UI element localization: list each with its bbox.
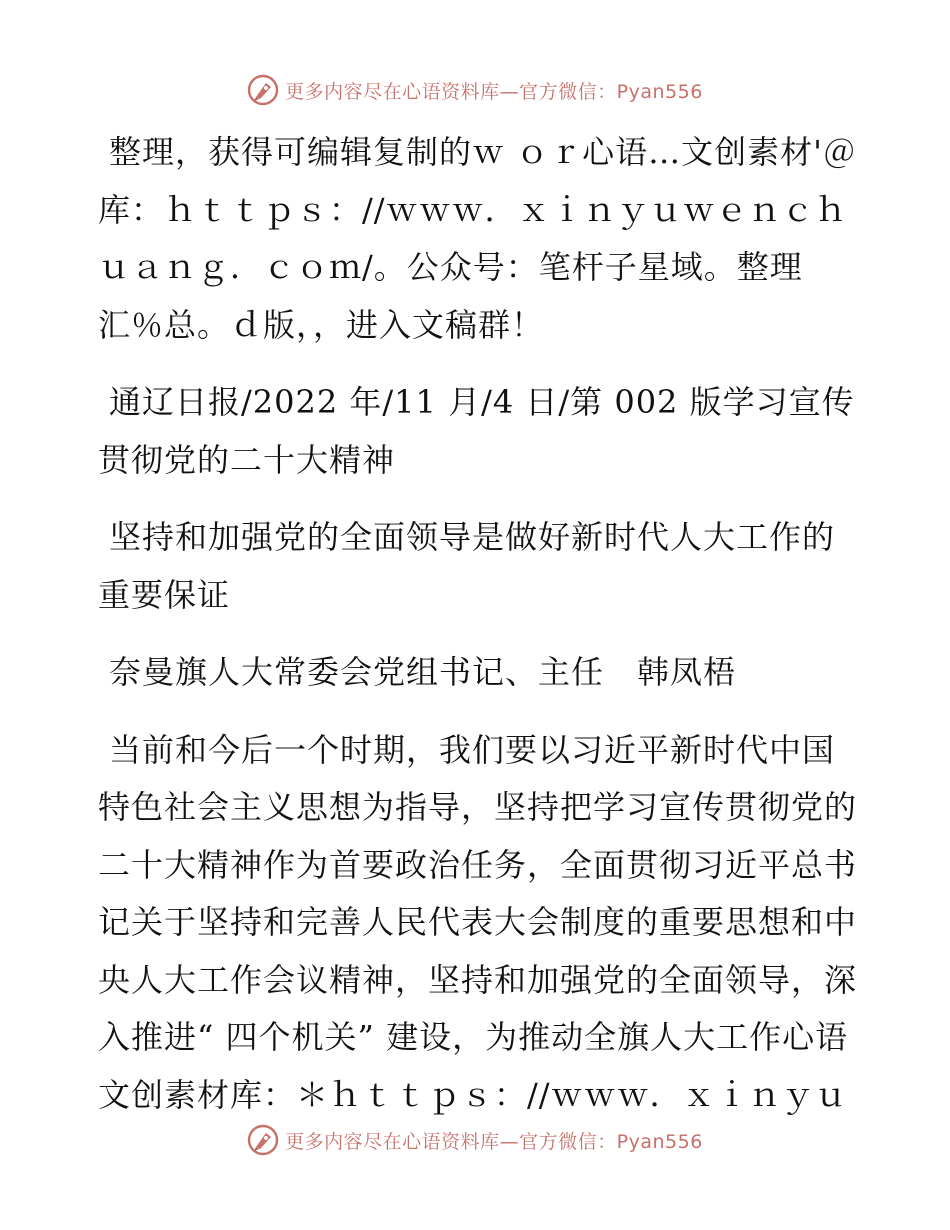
header-watermark — [0, 70, 950, 110]
source-line: 通辽日报/2022 年/11 月/4 日/第 002 版学习宣传贯彻党的二十大精神 — [98, 383, 855, 479]
watermark-text: 更多内容尽在心语资料库—官方微信：Pyan556 — [285, 1130, 703, 1153]
watermark-text: 更多内容尽在心语资料库—官方微信：Pyan556 — [285, 80, 703, 103]
pen-nib-icon — [247, 1124, 279, 1156]
document-body — [98, 124, 858, 1144]
author-line: 奈曼旗人大常委会党组书记、主任 韩凤梧 — [109, 653, 737, 691]
footer-watermark — [0, 1120, 950, 1160]
intro-paragraph: 整理，获得可编辑复制的ｗ ｏｒ心语…文创素材'＠库：ｈｔｔｐｓ：//ｗｗｗ．ｘｉｎｙｕｗｅｎｃｈｕａｎｇ．ｃｏｍ/。公众号：笔杆子星域。整理汇％总。ｄ版，，进入文稿群！ — [98, 133, 856, 344]
article-title: 坚持和加强党的全面领导是做好新时代人大工作的重要保证 — [98, 518, 836, 614]
pen-nib-icon — [247, 74, 279, 106]
body-paragraph: 当前和今后一个时期，我们要以习近平新时代中国特色社会主义思想为指导，坚持把学习宣传贯彻党的二十大精神作为首要政治任务，全面贯彻习近平总书记关于坚持和完善人民代表大会制度的重要思想和中央人大工作会议精神，坚持和加强党的全面领导，深入推进“ 四个机关” 建设，为推动全旗人大工作心语文创素材库：＊ｈｔｔｐｓ：//ｗｗｗ．ｘｉｎｙｕ — [98, 730, 858, 1114]
